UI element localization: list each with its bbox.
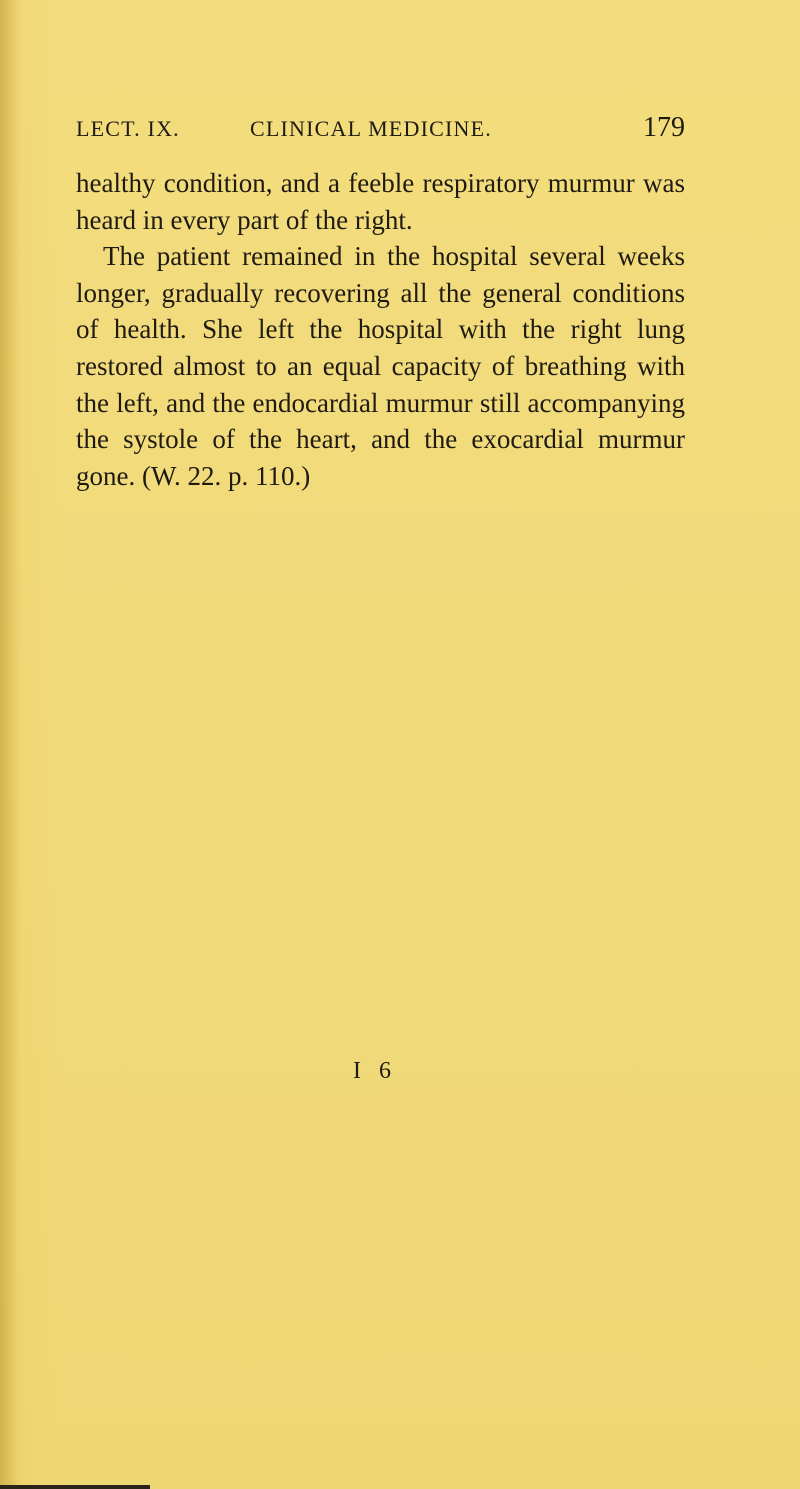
header-lecture-number: LECT. IX. bbox=[76, 116, 180, 141]
paragraph-continuation: healthy condition, and a feeble respiratory murmur was heard in every part of the right. bbox=[76, 168, 685, 235]
page-gutter-shadow bbox=[0, 0, 18, 1489]
running-header bbox=[76, 112, 685, 152]
page-number: 179 bbox=[643, 112, 685, 143]
header-title: CLINICAL MEDICINE. bbox=[250, 116, 492, 141]
body-text bbox=[76, 165, 685, 494]
paragraph-patient-recovery: The patient remained in the hospital several weeks longer, gradually recovering all the general conditions of health. She left the hospital with the right lung restored almost to an equal capacity of breathing with the left, and the endocardial murmur still accompanying the systole of the heart, and the exocardial murmur gone. (W. 22. p. 110.) bbox=[76, 241, 685, 491]
signature-mark: I 6 bbox=[353, 1058, 397, 1084]
page-bottom-edge bbox=[0, 1485, 150, 1489]
